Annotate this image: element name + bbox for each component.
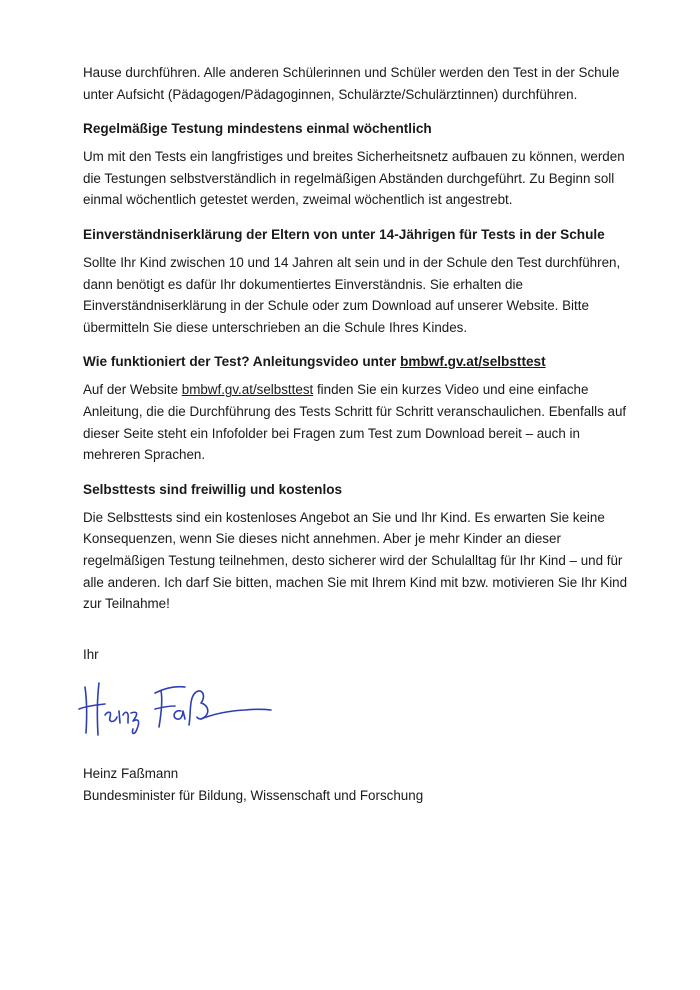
section-paragraph-how-it-works (83, 379, 643, 465)
paragraph-line: Sollte Ihr Kind zwischen 10 und 14 Jahren alt sein und in der Schule den Test durchführen, (83, 254, 621, 270)
paragraph-line: Um mit den Tests ein langfristiges und breites Sicherheitsnetz aufbauen zu können, werden (83, 149, 625, 165)
intro-line: Hause durchführen. Alle anderen Schülerinnen und Schüler werden den Test in der Schule (83, 65, 620, 80)
paragraph-line: mehreren Sprachen. (83, 447, 206, 463)
section-heading-consent: Einverständniserklärung der Eltern von unter 14-Jährigen für Tests in der Schule (83, 226, 605, 242)
paragraph-line: übermitteln Sie diese unterschrieben an die Schule Ihres Kindes. (83, 319, 468, 335)
closing-salutation: Ihr (83, 646, 99, 662)
letter-body (83, 62, 643, 665)
handwritten-signature (75, 673, 275, 741)
section-heading-weekly-testing: Regelmäßige Testung mindestens einmal wöchentlich (83, 121, 432, 137)
selbsttest-body-link[interactable]: bmbwf.gv.at/selbsttest (181, 382, 314, 398)
paragraph-text: Auf der Website (83, 382, 182, 398)
paragraph-line: dann benötigt es dafür Ihr dokumentiertes Einverständnis. Sie erhalten die (83, 276, 523, 292)
paragraph-line: Die Selbsttests sind ein kostenloses Angebot an Sie und Ihr Kind. Es erwarten Sie keine (83, 509, 605, 525)
paragraph-line: zur Teilnahme! (83, 596, 170, 612)
section-paragraph-weekly-testing (83, 146, 643, 211)
signer-name: Heinz Faßmann (83, 766, 179, 781)
paragraph-line: Konsequenzen, wenn Sie dieses nicht annehmen. Aber je mehr Kinder an dieser (83, 531, 561, 547)
paragraph-line: alle anderen. Ich darf Sie bitten, machen Sie mit Ihrem Kind mit bzw. motivieren Sie Ihr Kind (83, 574, 628, 590)
paragraph-line: einmal wöchentlich getestet werden, zweimal wöchentlich ist angestrebt. (83, 192, 513, 208)
heading-text: Wie funktioniert der Test? Anleitungsvideo unter (83, 354, 401, 370)
paragraph-line: Einverständniserklärung in der Schule oder zum Download auf unserer Website. Bitte (83, 298, 589, 314)
section-paragraph-consent (83, 252, 643, 338)
section-heading-voluntary: Selbsttests sind freiwillig und kostenlos (83, 481, 343, 497)
paragraph-line: dieser Seite steht ein Infofolder bei Fragen zum Test zum Download bereit – auch in (83, 425, 580, 441)
section-heading-how-it-works (83, 352, 643, 372)
signer-title: Bundesminister für Bildung, Wissenschaft und Forschung (83, 787, 424, 803)
section-paragraph-voluntary (83, 507, 643, 615)
selbsttest-heading-link[interactable]: bmbwf.gv.at/selbsttest (400, 354, 546, 370)
paragraph-text: finden Sie ein kurzes Video und eine einfache (313, 382, 589, 398)
signoff-block (83, 763, 643, 806)
paragraph-line: regelmäßigen Testung teilnehmen, desto sicherer wird der Schulalltag für Ihr Kind – und für (83, 552, 623, 568)
paragraph-line: Anleitung, die die Durchführung des Tests Schritt für Schritt veranschaulichen. Ebenfalls auf (83, 403, 627, 419)
intro-paragraph (83, 62, 643, 105)
intro-line: unter Aufsicht (Pädagogen/Pädagoginnen, Schulärzte/Schulärztinnen) durchführen. (83, 86, 578, 102)
paragraph-line: die Testungen selbstverständlich in regelmäßigen Abständen durchgeführt. Zu Beginn soll (83, 170, 615, 186)
